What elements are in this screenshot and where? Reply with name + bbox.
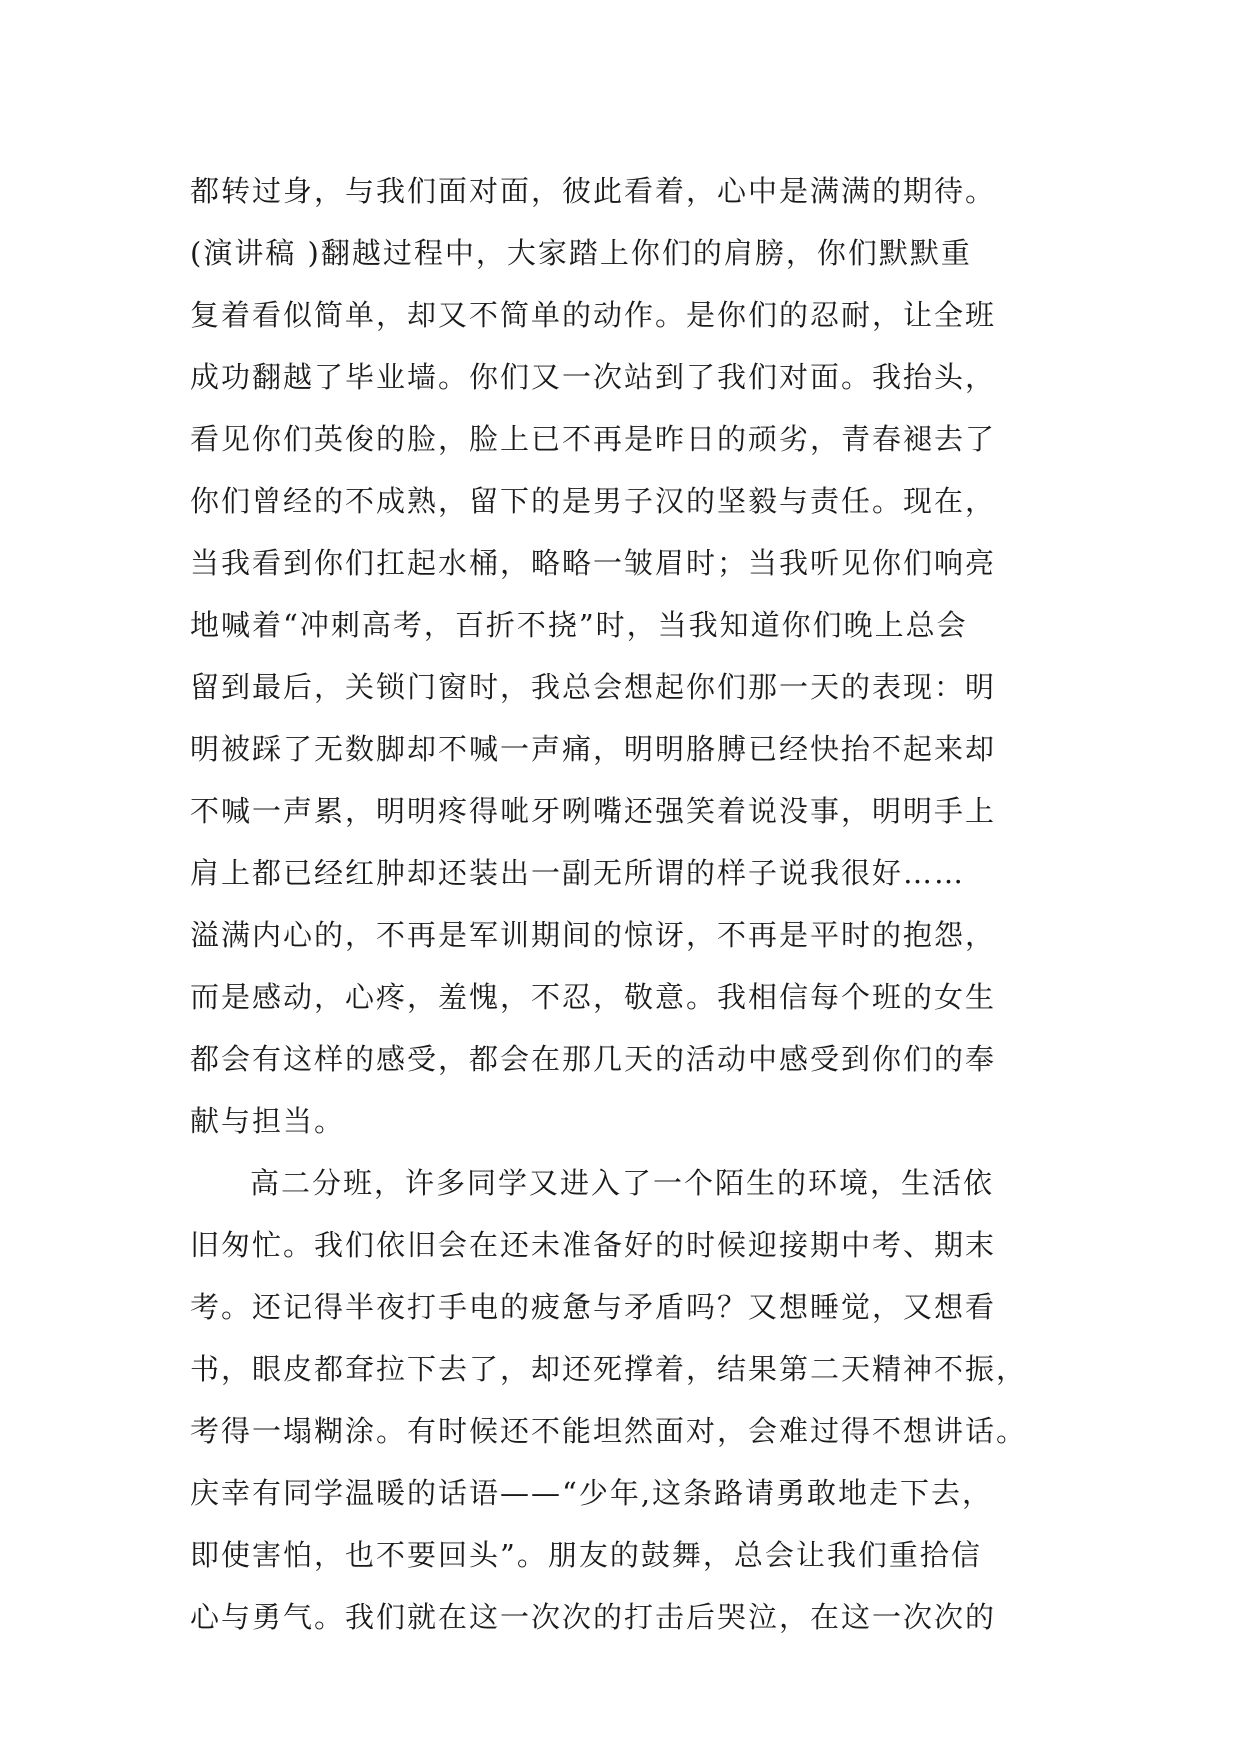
text-line: 你们曾经的不成熟，留下的是男子汉的坚毅与责任。现在， [190,484,997,518]
text-line: 都转过身，与我们面对面，彼此看着，心中是满满的期待。 [190,174,997,208]
text-line: 庆幸有同学温暖的话语——“少年,这条路请勇敢地走下去， [190,1476,994,1510]
text-line: 留到最后，关锁门窗时，我总会想起你们那一天的表现：明 [190,670,997,704]
text-line: 心与勇气。我们就在这一次次的打击后哭泣，在这一次次的 [190,1600,997,1634]
text-line: 溢满内心的，不再是军训期间的惊讶，不再是平时的抱怨， [190,918,997,952]
text-line: 明被踩了无数脚却不喊一声痛，明明胳膊已经快抬不起来却 [190,732,997,766]
text-line: 地喊着“冲刺高考，百折不挠”时，当我知道你们晚上总会 [190,608,968,642]
text-line: 考。还记得半夜打手电的疲惫与矛盾吗？又想睡觉，又想看 [190,1290,997,1324]
text-line: 看见你们英俊的脸，脸上已不再是昨日的顽劣，青春褪去了 [190,422,997,456]
text-line: 当我看到你们扛起水桶，略略一皱眉时；当我听见你们响亮 [190,546,997,580]
text-line: 即使害怕，也不要回头”。朋友的鼓舞，总会让我们重拾信 [190,1538,982,1572]
text-line: 献与担当。 [190,1104,346,1138]
text-line: 成功翻越了毕业墙。你们又一次站到了我们对面。我抬头， [190,360,997,394]
text-line: 不喊一声累，明明疼得呲牙咧嘴还强笑着说没事，明明手上 [190,794,997,828]
text-line: 都会有这样的感受，都会在那几天的活动中感受到你们的奉 [190,1042,997,1076]
text-line: 书，眼皮都耷拉下去了，却还死撑着，结果第二天精神不振， [190,1352,1028,1386]
document-body [190,160,1070,1648]
text-line: 肩上都已经红肿却还装出一副无所谓的样子说我很好…… [190,856,966,890]
text-line: 复着看似简单，却又不简单的动作。是你们的忍耐，让全班 [190,298,997,332]
paragraph-1 [190,160,1070,1152]
text-line: 高二分班，许多同学又进入了一个陌生的环境，生活依 [250,1166,995,1200]
text-line: 旧匆忙。我们依旧会在还未准备好的时候迎接期中考、期末 [190,1228,997,1262]
text-line: 而是感动，心疼，羞愧，不忍，敬意。我相信每个班的女生 [190,980,997,1014]
paragraph-2 [190,1152,1070,1648]
text-line: (演讲稿 )翻越过程中，大家踏上你们的肩膀，你们默默重 [190,236,972,270]
text-line: 考得一塌糊涂。有时候还不能坦然面对，会难过得不想讲话。 [190,1414,1028,1448]
